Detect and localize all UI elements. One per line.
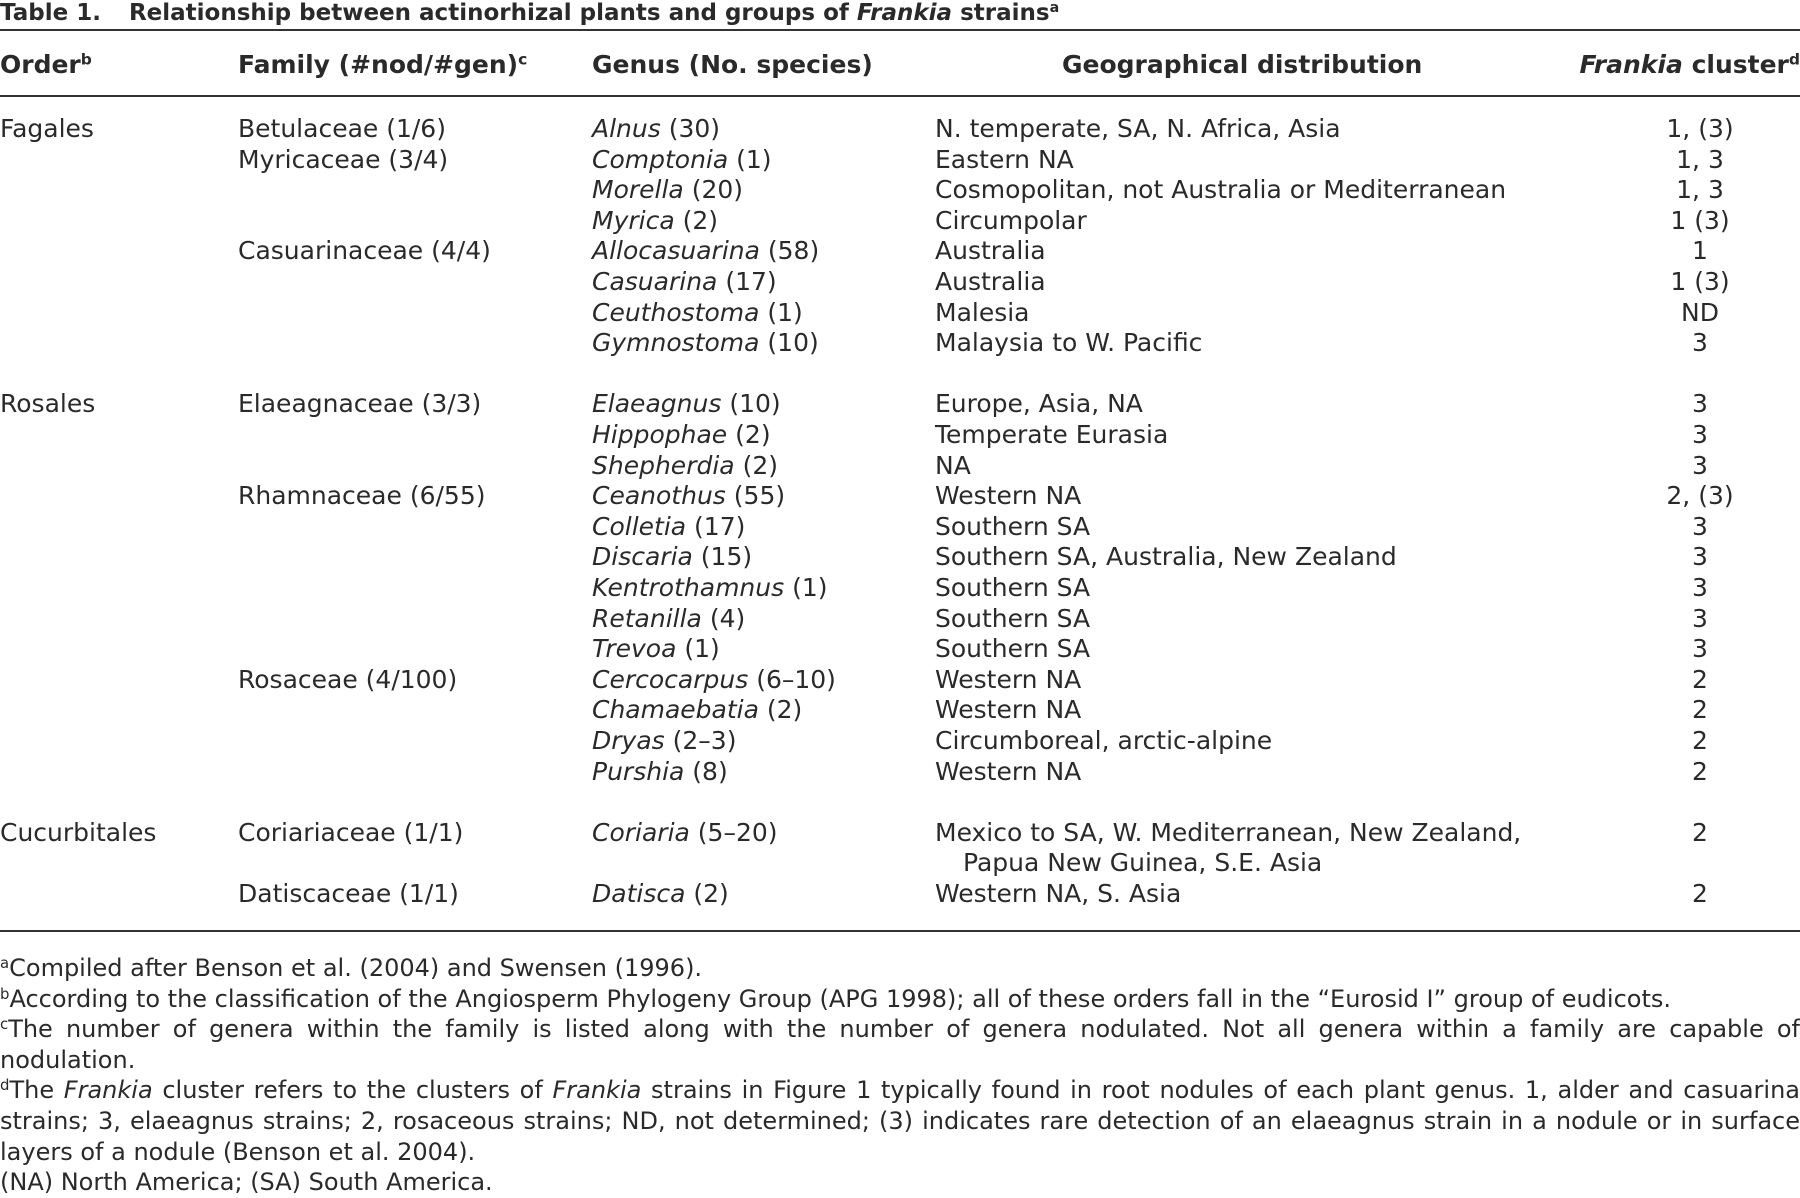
genus-cell — [592, 145, 772, 176]
genus-name: Cercocarpus — [592, 664, 749, 694]
table-row — [0, 420, 1800, 451]
top-rule — [0, 29, 1800, 31]
genus-cell — [592, 481, 785, 512]
table-row — [0, 298, 1800, 329]
table-row — [0, 114, 1800, 145]
genus-name: Purshia — [592, 756, 685, 786]
geo-cell: N. temperate, SA, N. Africa, Asia — [935, 114, 1341, 143]
genus-name: Discaria — [592, 542, 693, 572]
family-cell: Coriariaceae (1/1) — [238, 817, 464, 847]
cluster-cell: 2 — [1692, 756, 1708, 786]
species-count: (2–3) — [672, 726, 737, 755]
genus-cell — [592, 328, 819, 359]
species-count: (15) — [700, 542, 753, 572]
genus-cell — [592, 665, 836, 696]
cluster-cell: 3 — [1692, 573, 1708, 602]
genus-cell — [592, 389, 781, 420]
header-cluster: Frankia cluster$^d$ — [1579, 50, 1800, 79]
species-count: (17) — [694, 511, 746, 541]
family-cell: Datiscaceae (1/1) — [238, 879, 459, 908]
cluster-cell — [1560, 848, 1800, 879]
species-count: (1) — [736, 144, 772, 174]
geo-cell: Papua New Guinea, S.E. Asia — [963, 848, 1323, 878]
genus-name: Comptonia — [592, 144, 729, 174]
species-count: (2) — [766, 695, 803, 725]
table-row — [0, 481, 1800, 512]
table-row — [0, 757, 1800, 788]
genus-name: Trevoa — [592, 634, 677, 664]
table-row — [0, 175, 1800, 206]
genus-name: Allocasuarina — [592, 236, 760, 266]
species-count: (6–10) — [756, 664, 836, 694]
table-row — [0, 206, 1800, 237]
species-count: (2) — [742, 450, 778, 480]
genus-name: Gymnostoma — [592, 328, 760, 358]
header-order: Order$^b$ — [0, 50, 92, 79]
table-row — [0, 389, 1800, 420]
header-rule — [0, 95, 1800, 97]
header-genus: Genus (No. species) — [592, 50, 873, 79]
cluster-cell: 1 (3) — [1670, 267, 1730, 296]
species-count: (1) — [792, 573, 828, 602]
geo-cell: Temperate Eurasia — [935, 420, 1169, 449]
species-count: (5–20) — [697, 817, 778, 847]
cluster-cell: 1, 3 — [1676, 175, 1724, 205]
geo-cell: Malaysia to W. Pacific — [935, 328, 1203, 358]
family-cell: Rhamnaceae (6/55) — [238, 481, 486, 511]
cluster-cell: 1, 3 — [1676, 144, 1724, 174]
species-count: (2) — [682, 205, 719, 235]
geo-cell: Circumpolar — [935, 205, 1087, 235]
cluster-cell: 1 — [1692, 236, 1708, 266]
cluster-cell: 3 — [1692, 603, 1708, 633]
table-caption — [0, 0, 1059, 26]
footnote-b: $^b$According to the classification of the Angiosperm Phylogeny Group (APG 1998); all of these orders fall in the “Eurosid I” group of eudicots. — [0, 984, 1672, 1013]
genus-name: Dryas — [592, 726, 665, 755]
genus-cell — [592, 695, 802, 726]
genus-name: Colletia — [592, 511, 687, 541]
species-count: (55) — [733, 481, 786, 511]
genus-cell — [592, 206, 718, 237]
family-cell: Rosaceae (4/100) — [238, 664, 458, 694]
table-label: Table 1. — [0, 0, 101, 26]
geo-cell: Western NA — [935, 481, 1082, 511]
species-count: (17) — [725, 267, 777, 296]
table-row — [0, 726, 1800, 757]
geo-cell: Southern SA — [935, 511, 1091, 541]
footnote-d: $^d$The Frankia cluster refers to the clusters of Frankia strains in Figure 1 typically found in root nodules of each plant genus. 1, alder and casuarina strains; 3, elaeagnus strains; 2, rosaceous strains; ND, not determined; (3) indicates rare detection of an elaeagnus strain in a nodule or in surface layers of a nodule (Benson et al. 2004). — [0, 1076, 1800, 1166]
order-cell: Cucurbitales — [0, 817, 157, 847]
table-title: Relationship between actinorhizal plants and groups of Frankia strains$^a$ — [128, 0, 1060, 26]
family-cell: Casuarinaceae (4/4) — [238, 236, 491, 266]
species-count: (10) — [729, 389, 781, 419]
cluster-cell: 3 — [1692, 450, 1708, 480]
order-cell: Fagales — [0, 114, 94, 143]
geo-cell: Southern SA — [935, 634, 1091, 664]
genus-cell — [592, 634, 720, 665]
genus-cell — [592, 542, 752, 573]
genus-name: Ceuthostoma — [592, 297, 760, 327]
geo-cell: Southern SA — [935, 573, 1091, 602]
cluster-cell: 2, (3) — [1666, 481, 1734, 511]
geo-cell: Australia — [935, 236, 1046, 266]
table-row — [0, 328, 1800, 359]
cluster-cell: 1, (3) — [1666, 114, 1734, 143]
family-cell: Elaeagnaceae (3/3) — [238, 389, 482, 419]
genus-cell — [592, 818, 778, 849]
geo-cell: Mexico to SA, W. Mediterranean, New Zealand, — [935, 817, 1522, 847]
table-row — [0, 818, 1800, 849]
cluster-cell: 3 — [1692, 511, 1708, 541]
table-row — [0, 542, 1800, 573]
geo-cell: Southern SA, Australia, New Zealand — [935, 542, 1397, 572]
genus-cell — [592, 267, 777, 298]
geo-cell: Western NA — [935, 756, 1082, 786]
genus-name: Coriaria — [592, 817, 690, 847]
cluster-cell: 2 — [1692, 726, 1708, 755]
table-row — [0, 665, 1800, 696]
geo-cell: Malesia — [935, 297, 1030, 327]
cluster-cell: ND — [1681, 297, 1719, 327]
genus-name: Retanilla — [592, 603, 702, 633]
cluster-cell: 3 — [1692, 328, 1708, 358]
table-row — [0, 695, 1800, 726]
geo-cell: Western NA — [935, 695, 1082, 725]
footnote-a: $^a$Compiled after Benson et al. (2004) and Swensen (1996). — [0, 953, 703, 982]
genus-name: Kentrothamnus — [592, 573, 785, 602]
table-row — [0, 145, 1800, 176]
genus-cell — [592, 757, 728, 788]
table-row — [0, 848, 1800, 879]
genus-name: Shepherdia — [592, 450, 735, 480]
species-count: (1) — [767, 297, 803, 327]
genus-cell — [592, 451, 778, 482]
genus-cell — [592, 604, 745, 635]
species-count: (2) — [735, 420, 771, 449]
cluster-cell: 1 (3) — [1670, 205, 1730, 235]
table-row — [0, 451, 1800, 482]
cluster-cell: 3 — [1692, 634, 1708, 664]
genus-name: Elaeagnus — [592, 389, 722, 419]
species-count: (58) — [767, 236, 820, 266]
genus-cell — [592, 175, 743, 206]
cluster-cell: 2 — [1692, 817, 1708, 847]
geo-cell: Western NA, S. Asia — [935, 879, 1182, 908]
geo-cell: Western NA — [935, 664, 1082, 694]
genus-cell — [592, 573, 828, 604]
species-count: (1) — [684, 634, 720, 664]
table-row — [0, 634, 1800, 665]
genus-cell — [592, 420, 771, 451]
geo-cell: Cosmopolitan, not Australia or Mediterranean — [935, 175, 1507, 205]
footnote-abbrev: (NA) North America; (SA) South America. — [0, 1168, 493, 1197]
cluster-cell: 2 — [1692, 879, 1708, 908]
species-count: (20) — [691, 175, 744, 205]
geo-cell: Australia — [935, 267, 1046, 296]
bottom-rule — [0, 930, 1800, 932]
genus-cell — [592, 726, 736, 757]
header-geo: Geographical distribution — [1062, 50, 1423, 79]
geo-cell: Southern SA — [935, 603, 1091, 633]
geo-cell: Circumboreal, arctic-alpine — [935, 726, 1273, 755]
table-row — [0, 604, 1800, 635]
table-row — [0, 236, 1800, 267]
genus-name: Myrica — [592, 205, 675, 235]
geo-cell: NA — [935, 450, 971, 480]
genus-cell — [592, 879, 729, 910]
geo-cell: Europe, Asia, NA — [935, 389, 1143, 419]
genus-cell — [592, 114, 720, 145]
genus-name: Datisca — [592, 879, 686, 908]
footnote-c: $^c$The number of genera within the family is listed along with the number of genera nodulated. Not all genera within a family are capable of nodulation. — [0, 1015, 1800, 1074]
genus-cell — [592, 236, 819, 267]
family-cell: Myricaceae (3/4) — [238, 144, 449, 174]
geo-cell: Eastern NA — [935, 144, 1074, 174]
cluster-cell: 3 — [1692, 389, 1708, 419]
genus-name: Alnus — [592, 114, 661, 143]
family-cell: Betulaceae (1/6) — [238, 114, 446, 143]
genus-name: Casuarina — [592, 267, 718, 296]
genus-name: Morella — [592, 175, 684, 205]
genus-cell — [592, 512, 745, 543]
cluster-cell: 3 — [1692, 420, 1708, 449]
species-count: (30) — [668, 114, 721, 143]
genus-cell — [592, 298, 803, 329]
genus-name: Chamaebatia — [592, 695, 759, 725]
genus-name: Hippophae — [592, 420, 728, 449]
cluster-cell: 2 — [1692, 695, 1708, 725]
table-row — [0, 267, 1800, 298]
cluster-cell: 2 — [1692, 664, 1708, 694]
species-count: (2) — [693, 879, 729, 908]
species-count: (4) — [709, 603, 746, 633]
table-row — [0, 879, 1800, 910]
table-row — [0, 512, 1800, 543]
cluster-cell: 3 — [1692, 542, 1708, 572]
header-family: Family (#nod/#gen)$^c$ — [238, 50, 528, 79]
order-cell: Rosales — [0, 389, 96, 419]
footnotes — [0, 953, 1800, 1198]
genus-name: Ceanothus — [592, 481, 726, 511]
species-count: (10) — [767, 328, 819, 358]
species-count: (8) — [692, 756, 728, 786]
table-row — [0, 573, 1800, 604]
